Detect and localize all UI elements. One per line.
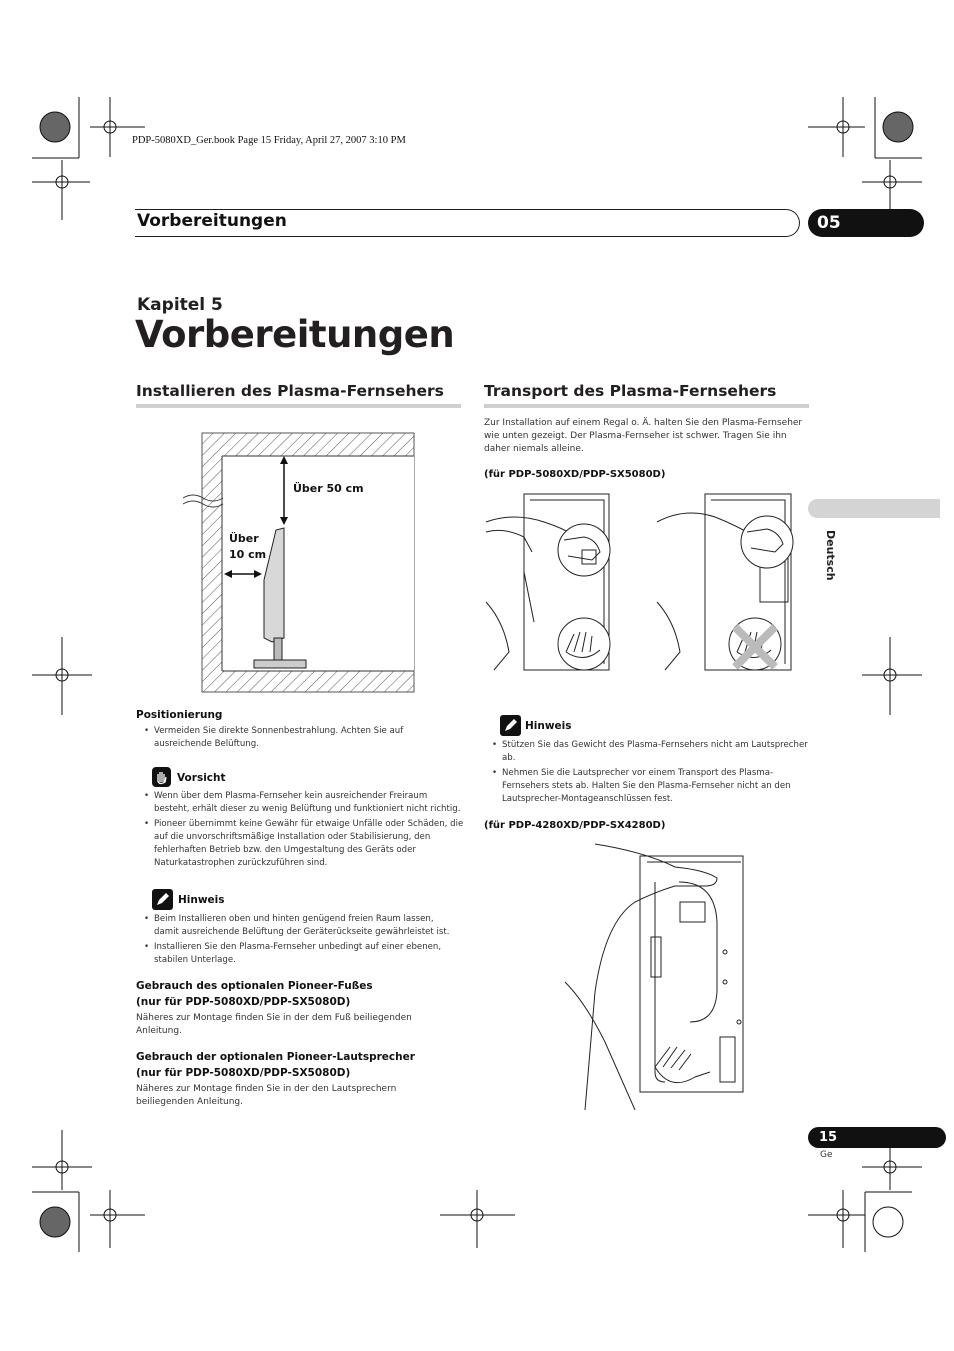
- install-clearance-figure: [180, 432, 420, 694]
- transport-illustration-5080-wrong: [655, 492, 795, 674]
- language-tab: [808, 499, 940, 518]
- section-title-install: Installieren des Plasma-Fernsehers: [136, 382, 444, 400]
- positioning-list: [136, 725, 436, 753]
- speakers-title-1: Gebrauch der optionalen Pioneer-Lautsprecher: [136, 1051, 415, 1063]
- chapter-label: Kapitel 5: [137, 295, 223, 315]
- list-item: • Installieren Sie den Plasma-Fernseher unbedingt auf einer ebenen, stabilen Unterlage.: [136, 941, 461, 967]
- list-item: • Wenn über dem Plasma-Fernseher kein ausreichender Freiraum besteht, erhält dieser zu wenig Belüftung und funktioniert nicht richtig.: [136, 790, 464, 816]
- note-title-right: Hinweis: [525, 720, 572, 732]
- stand-title-2: (nur für PDP-5080XD/PDP-SX5080D): [136, 996, 351, 1008]
- note-title-left: Hinweis: [178, 894, 225, 906]
- chapter-number-badge: 05: [808, 209, 924, 237]
- transport-illustration-4280: [555, 842, 745, 1110]
- side-clearance-label-1: Über: [229, 532, 259, 545]
- caution-list: [136, 790, 464, 872]
- chapter-title: Vorbereitungen: [135, 313, 455, 356]
- positioning-title: Positionierung: [136, 709, 223, 721]
- model-label-5080: (für PDP-5080XD/PDP-SX5080D): [484, 469, 666, 480]
- model-label-4280: (für PDP-4280XD/PDP-SX4280D): [484, 820, 666, 831]
- stand-text: Näheres zur Montage finden Sie in der dem Fuß beiliegenden Anleitung.: [136, 1013, 412, 1036]
- stand-title-1: Gebrauch des optionalen Pioneer-Fußes: [136, 980, 373, 992]
- speakers-title-2: (nur für PDP-5080XD/PDP-SX5080D): [136, 1067, 351, 1079]
- note-list-right: [484, 739, 809, 808]
- side-clearance-label-2: 10 cm: [229, 548, 267, 561]
- section-title-transport: Transport des Plasma-Fernsehers: [484, 382, 777, 400]
- list-item: • Beim Installieren oben und hinten genügend freien Raum lassen, damit ausreichende Belüftung der Geräterückseite gewährleistet ist.: [136, 913, 461, 939]
- page-number: 15: [808, 1127, 946, 1148]
- list-item: • Vermeiden Sie direkte Sonnenbestrahlung. Achten Sie auf ausreichende Belüftung.: [136, 725, 436, 751]
- note-list-left: [136, 913, 461, 969]
- speakers-text: Näheres zur Montage finden Sie in der den Lautsprechern beiliegenden Anleitung.: [136, 1084, 397, 1107]
- page-language-code: Ge: [820, 1150, 833, 1160]
- caution-hand-icon: [152, 767, 171, 787]
- list-item: • Pioneer übernimmt keine Gewähr für etwaige Unfälle oder Schäden, die auf die unvorschriftsmäßige Installation oder Stabilisierung, den fehlerhaften Betrieb bzw. den Umgestaltung des Geräts oder Naturkatastrophen zurückzuführen sind.: [136, 818, 464, 870]
- section-rule: [136, 404, 461, 408]
- list-item: • Nehmen Sie die Lautsprecher vor einem Transport des Plasma-Fernsehers stets ab. Halten Sie den Plasma-Fernseher nicht an den Lautsprecher-Montageanschlüssen fest.: [484, 767, 809, 806]
- transport-illustration-5080-correct: [484, 492, 624, 674]
- list-item: • Stützen Sie das Gewicht des Plasma-Fernsehers nicht am Lautsprecher ab.: [484, 739, 809, 765]
- language-label: Deutsch: [824, 530, 837, 581]
- caution-title: Vorsicht: [177, 772, 226, 784]
- note-pencil-icon: [152, 889, 173, 910]
- book-info-line: PDP-5080XD_Ger.book Page 15 Friday, April 27, 2007 3:10 PM: [132, 135, 406, 146]
- section-rule: [484, 404, 809, 408]
- note-pencil-icon: [500, 715, 521, 736]
- header-title: Vorbereitungen: [137, 211, 287, 231]
- transport-intro: Zur Installation auf einem Regal o. Ä. halten Sie den Plasma-Fernseher wie unten gezeigt. Der Plasma-Fernseher ist schwer. Tragen Sie ihn daher niemals alleine.: [484, 418, 803, 454]
- top-clearance-label: Über 50 cm: [293, 482, 364, 495]
